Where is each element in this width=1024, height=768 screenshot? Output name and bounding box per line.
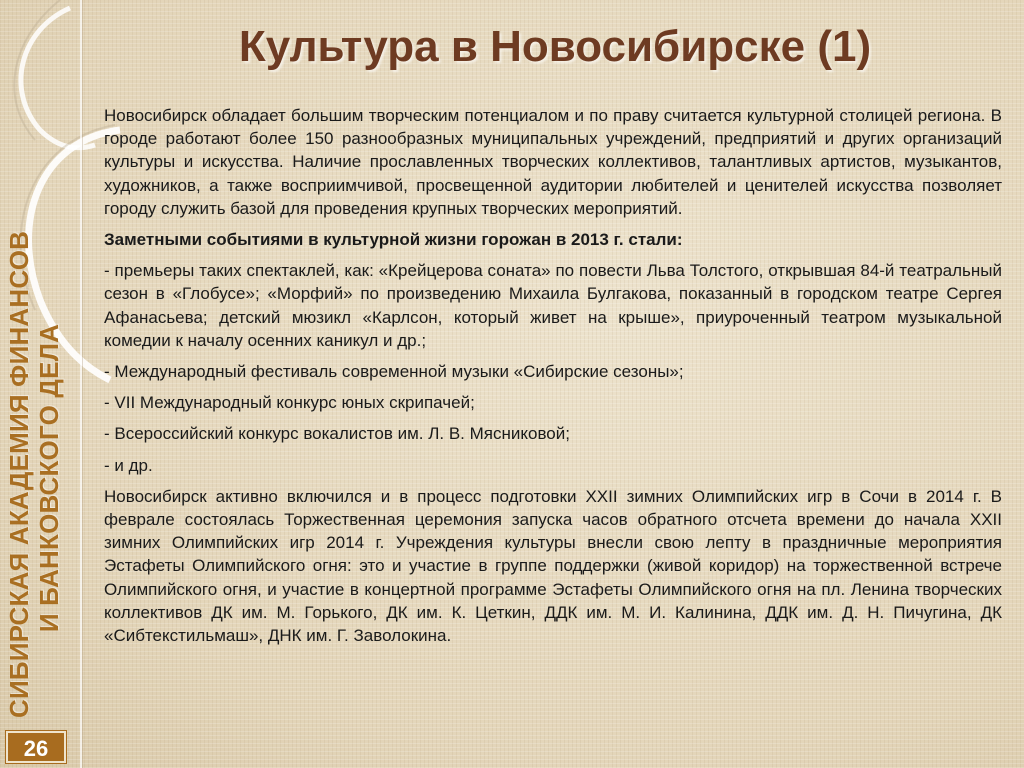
list-item-etc: - и др.	[104, 455, 153, 475]
list-item-vocal-contest: - Всероссийский конкурс вокалистов им. Л. В. Мясниковой;	[104, 424, 570, 444]
paragraph-intro: Новосибирск обладает большим творческим потенциалом и по праву считается культурной столицей региона. В городе работают более 150 разнообразных муниципальных учреждений, предприятий и других организаций культуры и искусства. Наличие прославленных творческих коллективов, талантливых артистов, музыкантов, художников, а также восприимчивой, просвещенной аудитории любителей и ценителей искусства позволяет городу служить базой для проведения крупных творческих мероприятий.	[104, 106, 1002, 218]
list-item-festival: - Международный фестиваль современной музыки «Сибирские сезоны»;	[104, 362, 684, 382]
slide-body	[104, 104, 1002, 655]
sidebar-line-1: СИБИРСКАЯ АКАДЕМИЯ ФИНАНСОВ	[4, 230, 34, 718]
paragraph-olympics: Новосибирск активно включился и в процесс подготовки XXII зимних Олимпийских игр в Сочи в 2014 г. В феврале состоялась Торжественная церемония запуска часов обратного отсчета времени до начала XXII зимних Олимпийских игр 2014 г. Учреждения культуры внесли свою лепту в праздничные мероприятия Эстафеты Олимпийского огня: это и участие в группе поддержки (живой коридор) на торжественной встрече Олимпийского огня, и участие в концертной программе Эстафеты Олимпийского огня на пл. Ленина творческих коллективов ДК им. М. Горького, ДК им. К. Цеткин, ДДК им. М. И. Калинина, ДДК им. Д. Н. Пичугина, ДК «Сибтекстильмаш», ДНК им. Г. Заволокина.	[104, 486, 1002, 646]
list-item-premieres: - премьеры таких спектаклей, как: «Крейцерова соната» по повести Льва Толстого, открывшая 84-й театральный сезон в «Глобусе»; «Морфий» по произведению Михаила Булгакова, показанный в городском театре Сергея Афанасьева; детский мюзикл «Карлсон, который живет на крыше», приуроченный театром музыкальной комедии к началу осенних каникул и др.;	[104, 261, 1002, 350]
slide-title: Культура в Новосибирске (1)	[238, 22, 872, 71]
paragraph-events-heading: Заметными событиями в культурной жизни горожан в 2013 г. стали:	[104, 230, 683, 250]
sidebar-line-2: И БАНКОВСКОГО ДЕЛА	[34, 323, 64, 633]
list-item-violin-contest: - VII Международный конкурс юных скрипачей;	[104, 393, 475, 413]
sidebar-academy-name	[4, 230, 76, 718]
page-number-badge: 26	[6, 731, 66, 763]
vertical-divider-line	[80, 0, 82, 768]
